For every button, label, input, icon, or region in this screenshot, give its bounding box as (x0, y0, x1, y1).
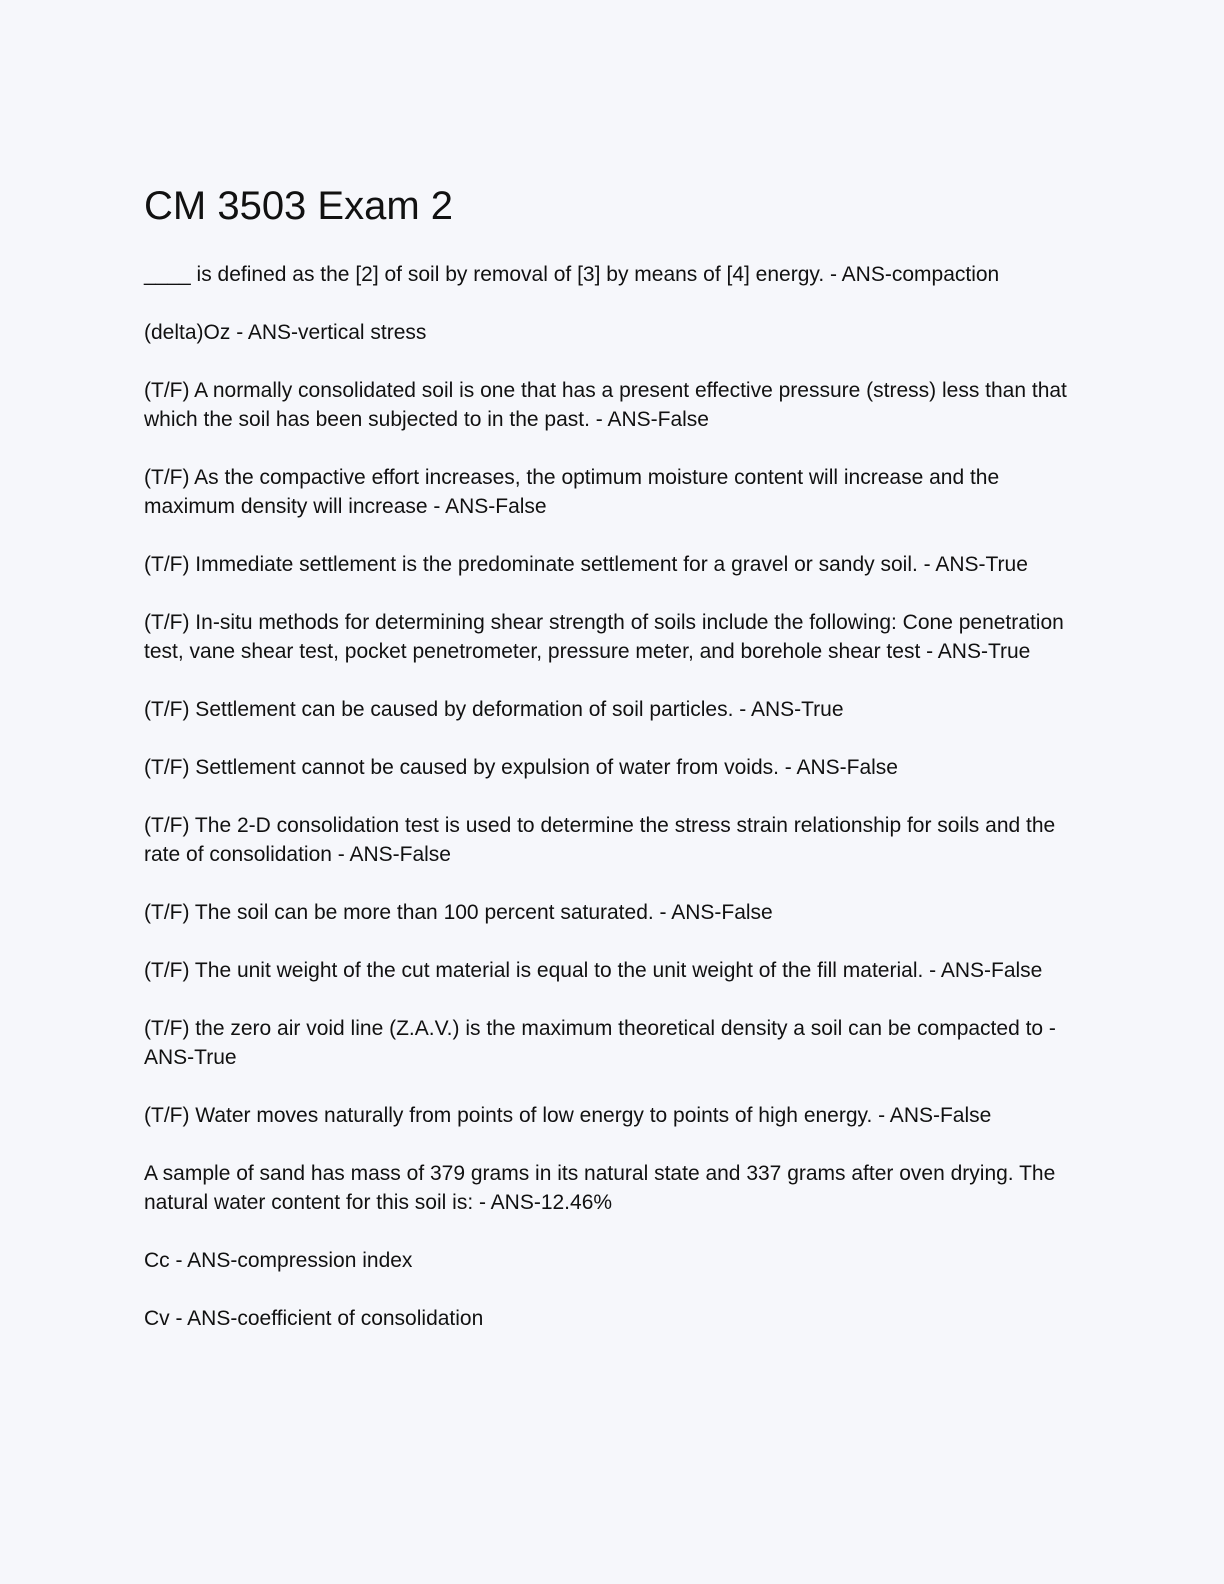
qa-item: A sample of sand has mass of 379 grams in its natural state and 337 grams after oven drying. The natural water content for this soil is: - ANS-12.46% (144, 1162, 1056, 1214)
document-title: CM 3503 Exam 2 (144, 184, 454, 228)
qa-item: (T/F) A normally consolidated soil is one that has a present effective pressure (stress) less than that which the soil has been subjected to in the past. - ANS-False (144, 379, 1067, 431)
qa-item: Cv - ANS-coefficient of consolidation (144, 1307, 484, 1330)
qa-item: Cc - ANS-compression index (144, 1249, 413, 1272)
qa-item: (T/F) The unit weight of the cut material is equal to the unit weight of the fill material. - ANS-False (144, 959, 1043, 982)
qa-item: (delta)Oz - ANS-vertical stress (144, 321, 427, 344)
qa-item: (T/F) The soil can be more than 100 percent saturated. - ANS-False (144, 901, 773, 924)
qa-item: (T/F) In-situ methods for determining shear strength of soils include the following: Cone penetration test, vane shear test, pocket penetrometer, pressure meter, and borehole shear test - ANS-True (144, 611, 1064, 663)
document-page (144, 178, 1074, 1362)
qa-item: (T/F) As the compactive effort increases, the optimum moisture content will increase and the maximum density will increase - ANS-False (144, 466, 1000, 518)
qa-item: (T/F) the zero air void line (Z.A.V.) is the maximum theoretical density a soil can be compacted to - ANS-True (144, 1017, 1056, 1069)
qa-item: (T/F) Settlement can be caused by deformation of soil particles. - ANS-True (144, 698, 844, 721)
qa-item: (T/F) Immediate settlement is the predominate settlement for a gravel or sandy soil. - ANS-True (144, 553, 1028, 576)
qa-item: (T/F) Settlement cannot be caused by expulsion of water from voids. - ANS-False (144, 756, 898, 779)
qa-item: (T/F) The 2-D consolidation test is used to determine the stress strain relationship for soils and the rate of consolidation - ANS-False (144, 814, 1056, 866)
qa-item: ____ is defined as the [2] of soil by removal of [3] by means of [4] energy. - ANS-compaction (144, 263, 1000, 286)
qa-list (144, 260, 1074, 1333)
qa-item: (T/F) Water moves naturally from points of low energy to points of high energy. - ANS-False (144, 1104, 992, 1127)
